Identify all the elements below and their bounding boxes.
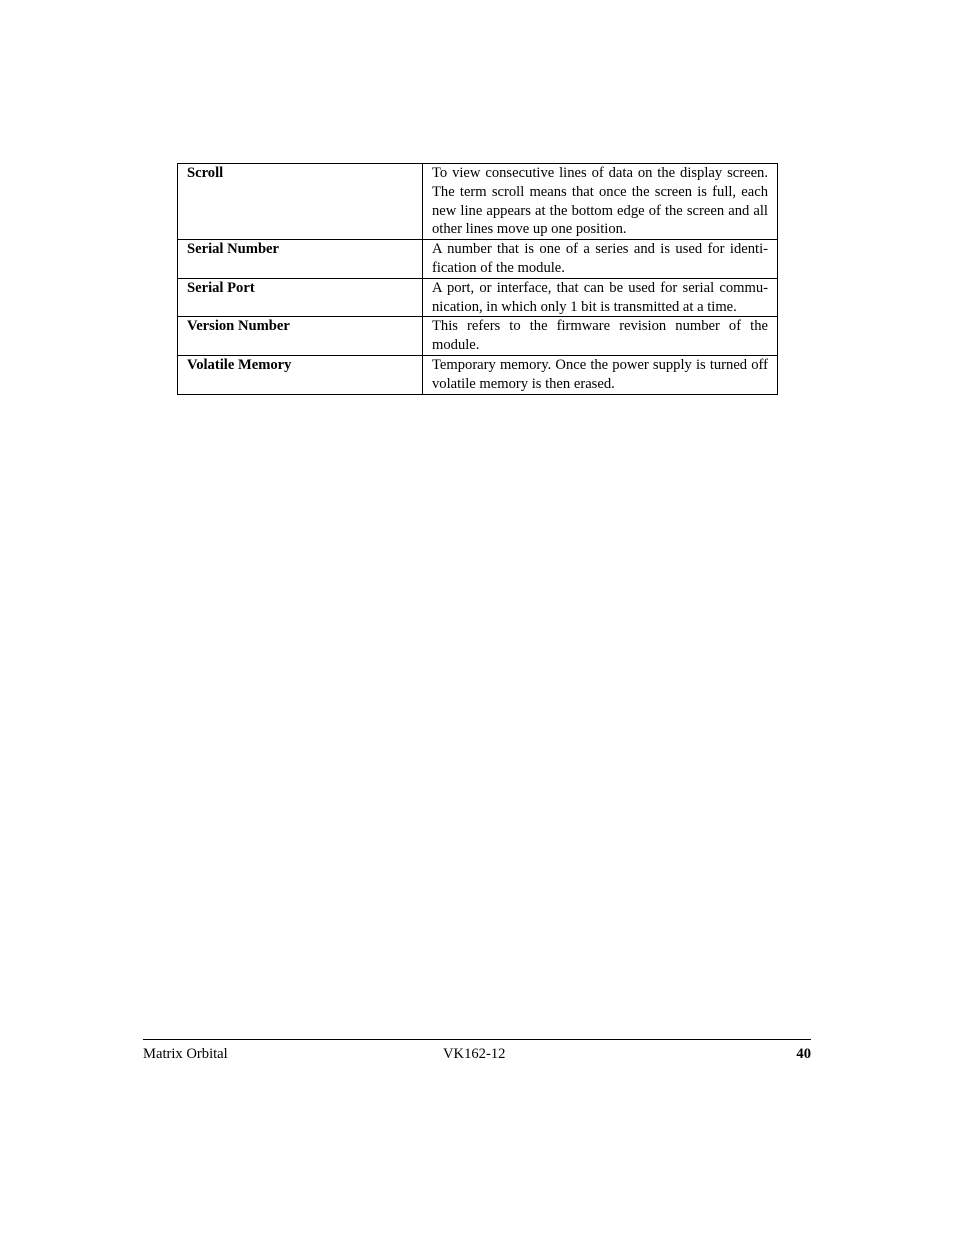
footer-page-number: 40 [796, 1046, 811, 1062]
glossary-definition: Temporary memory. Once the power supply is turned off volatile memory is then erased. [423, 355, 778, 394]
glossary-term: Version Number [178, 317, 423, 356]
table-row [178, 164, 778, 240]
table-row [178, 317, 778, 356]
glossary-term: Serial Port [178, 278, 423, 317]
table-row [178, 355, 778, 394]
glossary-term: Scroll [178, 164, 423, 240]
glossary-term: Serial Number [178, 240, 423, 279]
table-row [178, 240, 778, 279]
table-row [178, 278, 778, 317]
glossary-table [177, 163, 778, 395]
footer-divider [143, 1039, 811, 1040]
glossary-definition: This refers to the firmware revision number of the module. [423, 317, 778, 356]
glossary-definition: A number that is one of a series and is used for identi-fication of the module. [423, 240, 778, 279]
glossary-definition: To view consecutive lines of data on the display screen. The term scroll means that once the screen is full, each new line appears at the bottom edge of the screen and all other lines move up one position. [423, 164, 778, 240]
footer-model: VK162-12 [443, 1046, 506, 1062]
footer-company: Matrix Orbital [143, 1046, 228, 1062]
glossary-term: Volatile Memory [178, 355, 423, 394]
glossary-definition: A port, or interface, that can be used for serial commu-nication, in which only 1 bit is transmitted at a time. [423, 278, 778, 317]
